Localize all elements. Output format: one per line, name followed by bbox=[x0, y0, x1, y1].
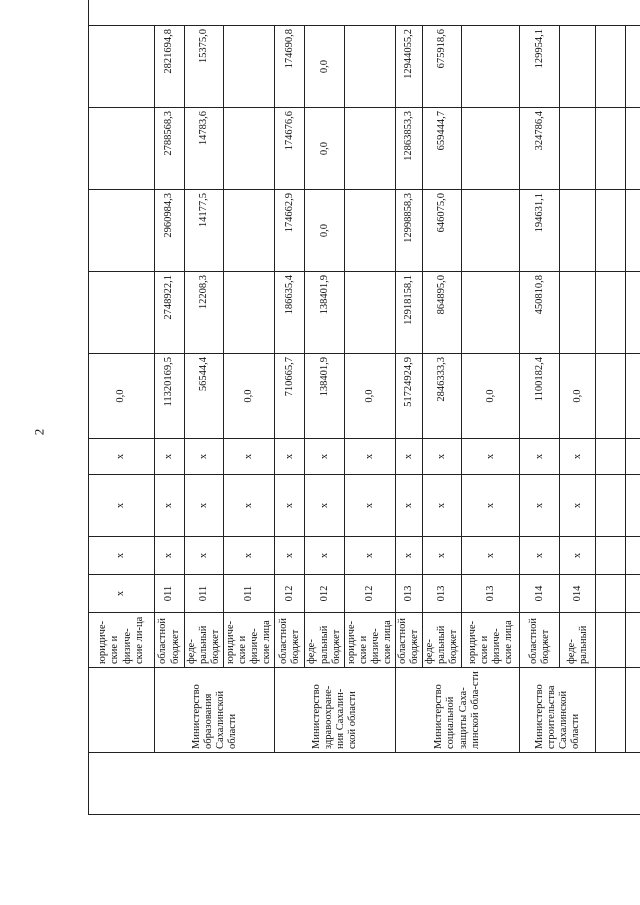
table-cell: x bbox=[423, 439, 462, 475]
year-cell: 2788568,3 bbox=[155, 108, 185, 190]
source-cell: феде-ральный бюджет bbox=[185, 613, 224, 668]
table-cell bbox=[596, 190, 626, 272]
year-cell bbox=[560, 190, 596, 272]
table-cell: x bbox=[275, 475, 305, 537]
table-row bbox=[275, 0, 305, 815]
total-cell: 1100182,4 bbox=[520, 354, 560, 439]
year-cell: 12863853,3 bbox=[395, 108, 422, 190]
code-cell: 014 bbox=[560, 575, 596, 613]
code-cell: 011 bbox=[155, 575, 185, 613]
year-cell: 138401,9 bbox=[305, 272, 344, 354]
total-cell: 0,0 bbox=[462, 354, 520, 439]
table-cell bbox=[626, 354, 640, 439]
table-cell: x bbox=[89, 439, 155, 475]
table-cell: x bbox=[462, 439, 520, 475]
table-cell: x bbox=[462, 475, 520, 537]
year-cell: 2821694,8 bbox=[155, 26, 185, 108]
ministry-name: Министерство строительства Сахалинской области bbox=[520, 668, 596, 753]
ministry-name: Министерство социальной защиты Саха-линской обла-сти bbox=[395, 668, 519, 753]
total-cell: 56544,4 bbox=[185, 354, 224, 439]
year-cell: 12208,3 bbox=[185, 272, 224, 354]
blank-column bbox=[89, 0, 640, 26]
year-cell bbox=[462, 26, 520, 108]
table-cell: x bbox=[185, 537, 224, 575]
table-row-empty bbox=[626, 0, 640, 815]
table-cell bbox=[596, 354, 626, 439]
table-cell: x bbox=[344, 439, 395, 475]
year-cell bbox=[224, 272, 275, 354]
table-cell: x bbox=[185, 475, 224, 537]
code-cell: 013 bbox=[462, 575, 520, 613]
table-cell: x bbox=[224, 475, 275, 537]
source-cell: областной бюджет bbox=[275, 613, 305, 668]
table-cell bbox=[596, 613, 626, 668]
year-cell bbox=[224, 190, 275, 272]
table-row-empty bbox=[596, 0, 626, 815]
ministry-name: Министерство образования Сахалинской области bbox=[155, 668, 275, 753]
table-cell bbox=[596, 26, 626, 108]
table-cell bbox=[626, 668, 640, 753]
year-cell: 14783,6 bbox=[185, 108, 224, 190]
table-cell bbox=[626, 575, 640, 613]
code-cell: 013 bbox=[423, 575, 462, 613]
table-cell: x bbox=[395, 439, 422, 475]
year-cell bbox=[344, 26, 395, 108]
table-cell: x bbox=[275, 537, 305, 575]
table-cell: x bbox=[224, 537, 275, 575]
year-cell: 174676,6 bbox=[275, 108, 305, 190]
year-cell bbox=[560, 272, 596, 354]
year-cell: 2748922,1 bbox=[155, 272, 185, 354]
table-cell: x bbox=[185, 439, 224, 475]
year-cell: 675918,6 bbox=[423, 26, 462, 108]
table-cell bbox=[596, 475, 626, 537]
total-cell: 0,0 bbox=[560, 354, 596, 439]
table-cell bbox=[626, 613, 640, 668]
table-cell bbox=[89, 272, 155, 354]
table-cell: x bbox=[305, 475, 344, 537]
table-cell: x bbox=[395, 475, 422, 537]
source-cell: областной бюджет bbox=[155, 613, 185, 668]
year-cell bbox=[344, 272, 395, 354]
table-cell bbox=[596, 537, 626, 575]
year-cell bbox=[344, 108, 395, 190]
table-cell bbox=[89, 26, 155, 108]
table-cell: x bbox=[305, 439, 344, 475]
table-cell bbox=[626, 190, 640, 272]
table-row bbox=[520, 0, 560, 815]
source-cell: юридиче-ские и физиче-ские лица bbox=[224, 613, 275, 668]
table-cell bbox=[596, 272, 626, 354]
year-cell bbox=[462, 108, 520, 190]
code-cell: x bbox=[89, 575, 155, 613]
year-cell: 14177,5 bbox=[185, 190, 224, 272]
table-row-header bbox=[89, 0, 155, 815]
table-cell bbox=[626, 272, 640, 354]
table-cell bbox=[626, 26, 640, 108]
total-cell: 2846333,3 bbox=[423, 354, 462, 439]
code-cell: 012 bbox=[275, 575, 305, 613]
code-cell: 011 bbox=[224, 575, 275, 613]
table-cell: x bbox=[155, 439, 185, 475]
table-cell bbox=[89, 190, 155, 272]
table-cell: x bbox=[89, 537, 155, 575]
table-cell: x bbox=[560, 439, 596, 475]
total-cell: 51724924,9 bbox=[395, 354, 422, 439]
code-cell: 014 bbox=[520, 575, 560, 613]
table-cell: x bbox=[305, 537, 344, 575]
rotated-table-area bbox=[88, 10, 589, 815]
year-cell: 194631,1 bbox=[520, 190, 560, 272]
table-cell: x bbox=[275, 439, 305, 475]
source-cell: областной бюджет bbox=[395, 613, 422, 668]
source-cell: юридиче-ские и физиче-ские лица bbox=[462, 613, 520, 668]
year-cell: 174662,9 bbox=[275, 190, 305, 272]
table-cell: x bbox=[520, 537, 560, 575]
year-cell: 15375,0 bbox=[185, 26, 224, 108]
table-row bbox=[155, 0, 185, 815]
table-cell bbox=[596, 439, 626, 475]
code-cell: 012 bbox=[344, 575, 395, 613]
total-cell: 0,0 bbox=[344, 354, 395, 439]
budget-table bbox=[88, 0, 640, 815]
source-cell: областной бюджет bbox=[520, 613, 560, 668]
year-cell: 324786,4 bbox=[520, 108, 560, 190]
table-cell: x bbox=[224, 439, 275, 475]
table-cell bbox=[596, 108, 626, 190]
year-cell: 12998858,3 bbox=[395, 190, 422, 272]
total-cell: 11320169,5 bbox=[155, 354, 185, 439]
table-cell bbox=[626, 108, 640, 190]
year-cell: 659444,7 bbox=[423, 108, 462, 190]
table-cell: x bbox=[520, 475, 560, 537]
year-cell: 864895,0 bbox=[423, 272, 462, 354]
table-cell: x bbox=[89, 475, 155, 537]
table-cell: x bbox=[423, 475, 462, 537]
table-cell bbox=[626, 475, 640, 537]
year-cell bbox=[462, 272, 520, 354]
year-cell: 450810,8 bbox=[520, 272, 560, 354]
table-cell: x bbox=[462, 537, 520, 575]
table-cell bbox=[626, 439, 640, 475]
source-cell: феде-ральный бюджет bbox=[423, 613, 462, 668]
total-cell: 0,0 bbox=[224, 354, 275, 439]
table-cell: x bbox=[560, 537, 596, 575]
code-cell: 012 bbox=[305, 575, 344, 613]
year-cell: 2960984,3 bbox=[155, 190, 185, 272]
year-cell bbox=[224, 26, 275, 108]
year-cell: 0,0 bbox=[305, 26, 344, 108]
table-cell: x bbox=[560, 475, 596, 537]
table-cell bbox=[89, 108, 155, 190]
source-cell: феде-ральный бюджет bbox=[305, 613, 344, 668]
year-cell: 174690,8 bbox=[275, 26, 305, 108]
table-cell: x bbox=[520, 439, 560, 475]
table-cell bbox=[626, 537, 640, 575]
year-cell bbox=[224, 108, 275, 190]
table-cell: x bbox=[423, 537, 462, 575]
source-cell: юридиче-ские и физиче-ские ли-ца bbox=[89, 613, 155, 668]
table-cell: x bbox=[155, 537, 185, 575]
year-cell: 129954,1 bbox=[520, 26, 560, 108]
ministry-name: Министерство здравоохране-ния Сахалин-ской области bbox=[275, 668, 395, 753]
year-cell: 186635,4 bbox=[275, 272, 305, 354]
table-cell: x bbox=[395, 537, 422, 575]
year-cell: 12944055,2 bbox=[395, 26, 422, 108]
blank-column bbox=[89, 753, 640, 815]
table-cell bbox=[596, 668, 626, 753]
table-cell: x bbox=[344, 475, 395, 537]
table-row bbox=[395, 0, 422, 815]
year-cell bbox=[344, 190, 395, 272]
source-cell: феде-ральный bbox=[560, 613, 596, 668]
year-cell bbox=[560, 26, 596, 108]
year-cell: 12918158,1 bbox=[395, 272, 422, 354]
year-cell: 0,0 bbox=[305, 108, 344, 190]
total-cell: 710665,7 bbox=[275, 354, 305, 439]
year-cell: 0,0 bbox=[305, 190, 344, 272]
table-cell: x bbox=[344, 537, 395, 575]
table-cell bbox=[596, 575, 626, 613]
year-cell: 646075,0 bbox=[423, 190, 462, 272]
total-cell: 0,0 bbox=[89, 354, 155, 439]
table-cell: x bbox=[155, 475, 185, 537]
year-cell bbox=[462, 190, 520, 272]
year-cell bbox=[560, 108, 596, 190]
code-cell: 011 bbox=[185, 575, 224, 613]
source-cell: юридиче-ские и физиче-ские лица bbox=[344, 613, 395, 668]
table-cell bbox=[89, 668, 155, 753]
code-cell: 013 bbox=[395, 575, 422, 613]
page-number: 2 bbox=[31, 428, 47, 436]
total-cell: 138401,9 bbox=[305, 354, 344, 439]
